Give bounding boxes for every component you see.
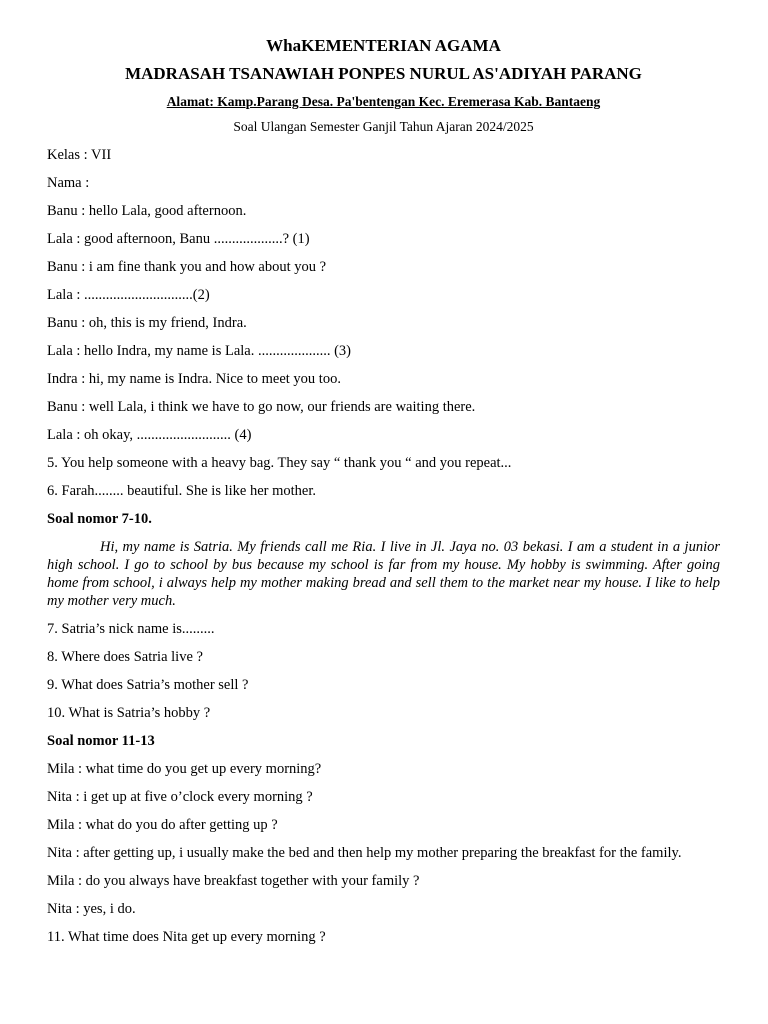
dialog-line: Lala : oh okay, .......................... (4) xyxy=(47,427,252,443)
dialog-line: Banu : oh, this is my friend, Indra. xyxy=(47,315,247,331)
question-5: 5. You help someone with a heavy bag. They say “ thank you “ and you repeat... xyxy=(47,455,512,471)
dialog-line: Mila : what time do you get up every morning? xyxy=(47,761,322,777)
ministry-title: WhaKEMENTERIAN AGAMA xyxy=(266,36,501,55)
dialog-line: Banu : i am fine thank you and how about you ? xyxy=(47,259,327,275)
section-heading-11-13: Soal nomor 11-13 xyxy=(47,733,155,749)
exam-subtitle: Soal Ulangan Semester Ganjil Tahun Ajaran 2024/2025 xyxy=(233,119,534,134)
dialog-line: Nita : i get up at five o’clock every morning ? xyxy=(47,789,313,805)
dialog-line: Mila : do you always have breakfast together with your family ? xyxy=(47,873,420,889)
question-9: 9. What does Satria’s mother sell ? xyxy=(47,677,249,693)
school-address: Alamat: Kamp.Parang Desa. Pa'bentengan Kec. Eremerasa Kab. Bantaeng xyxy=(166,94,601,109)
dialog-line: Lala : hello Indra, my name is Lala. .................... (3) xyxy=(47,343,352,359)
question-6: 6. Farah........ beautiful. She is like her mother. xyxy=(47,483,317,499)
dialog-line: Mila : what do you do after getting up ? xyxy=(47,817,278,833)
question-7: 7. Satria’s nick name is......... xyxy=(47,621,215,637)
section-heading-7-10: Soal nomor 7-10. xyxy=(47,511,152,527)
question-8: 8. Where does Satria live ? xyxy=(47,649,203,665)
question-10: 10. What is Satria’s hobby ? xyxy=(47,705,211,721)
dialog-line: Lala : ..............................(2) xyxy=(47,287,210,303)
dialog-line: Banu : hello Lala, good afternoon. xyxy=(47,203,247,219)
reading-passage: Hi, my name is Satria. My friends call me Ria. I live in Jl. Jaya no. 03 bekasi. I am a student in a junior high school. I go to school by bus because my school is far from my house. My hobby is swimming. After going home from school, i always help my mother making bread and sell them to the market near my house. I like to help my mother very much. xyxy=(47,539,720,609)
name-line: Nama : xyxy=(47,175,90,191)
dialog-line: Banu : well Lala, i think we have to go now, our friends are waiting there. xyxy=(47,399,476,415)
dialog-line: Nita : yes, i do. xyxy=(47,901,136,917)
school-title: MADRASAH TSANAWIAH PONPES NURUL AS'ADIYAH PARANG xyxy=(125,64,642,83)
dialog-line: Nita : after getting up, i usually make the bed and then help my mother preparing the breakfast for the family. xyxy=(47,845,682,861)
class-line: Kelas : VII xyxy=(47,147,112,163)
dialog-line: Lala : good afternoon, Banu ...................? (1) xyxy=(47,231,310,247)
question-11: 11. What time does Nita get up every morning ? xyxy=(47,929,326,945)
dialog-line: Indra : hi, my name is Indra. Nice to meet you too. xyxy=(47,371,341,387)
